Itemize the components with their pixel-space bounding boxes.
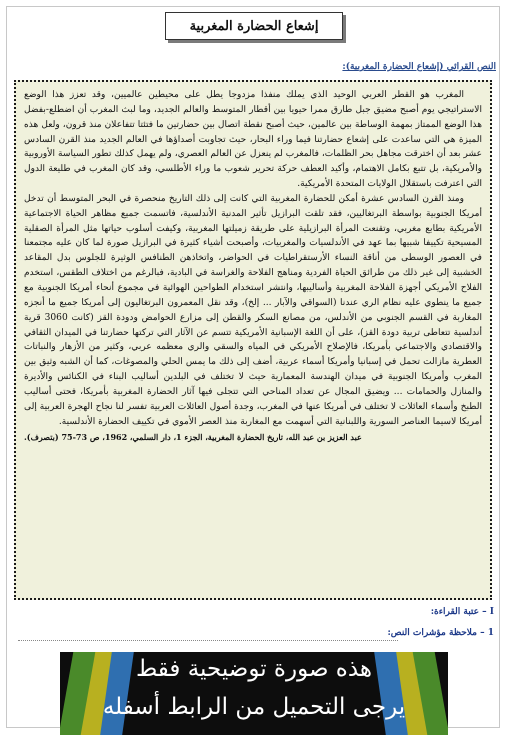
watermark-banner: [60, 652, 448, 735]
source-citation: عبد العزيز بن عبد الله، تاريخ الحضارة المغربية، الجزء 1، دار السلمي، 1962، ص 73-75 (بتصرف).: [24, 432, 362, 443]
banner-line-2: يرجى التحميل من الرابط أسفله: [102, 694, 406, 720]
section-text-indicators: 1 – ملاحظة مؤشرات النص:: [387, 628, 494, 638]
page-title-text: إشعاع الحضارة المغربية: [189, 18, 319, 34]
page-title: [165, 12, 343, 40]
answer-dotted-line: [18, 640, 398, 641]
paragraph-2: ومنذ القرن السادس عشرة أمكن للحضارة المغربية التي كانت إلى ذلك التاريخ منحصرة في البحر المتوسط أن تدخل أمريكا الجنوبية بواسطة البرتغاليين، فقد تلقت البرازيل تأثير المدنية الأندلسية، فاتسمت جميع مظاهر الحياة الاجتماعية الأمريكية بطابع مغربي، وتقنعت المرأة البرازيلية على طريقة زميلتها المغربية، وكيفت أسلوب حياتها مثل المرأة الصقلية المسيحية تكييفا شبيها بما عهد في الأندلسيات والمغربيات، وأصبحت أشياء كثيرة في البرازيل صورة لما كان عليه مجتمعنا في العصور الوسطى من أناقة النساء الأرستقراطيات في الحواضر، واتخاذهن الطنافس الوثيرة للجلوس بدل المقاعد الخشبية إلى غير ذلك من طرائق الحياة الفردية ومناهج الفلاحة والغراسة في البادية، فبالرغم من اختلاف الطقس، استخدم الفلاح الأمريكي أجهزة الفلاحة المغربية وأساليبها، وانتشر استخدام الطواحين الهوائية في مجموع أنحاء أمريكا الجنوبية مع جميع ما ينطوي عليه نظام الري عندنا (السواقي والآبار ... إلخ)، وقد نقل المعمرون البرتغاليون إلى أمريكا جميع ما أنجزه المغاربة في القسم الجنوبي من الأندلس، من مصانع السكر والقطن إلى مزارع الحوامض ودودة القز (كانت 3060 قرية أندلسية تتعاطى تربية دودة القز)، على أن اللغة الإسبانية الأمريكية تتسم عن الآثار التي تركتها حضارتنا في الميدان الثقافي والاقتصادي والاجتماعي بأمريكا، فالإصلاح الأمريكي في المياه والسقي والري معظمه عربي، وكثير من الأزهار والنباتات العطرية مازالت تحمل في إسبانيا وأمريكا أسماء عربية، أضف إلى ذلك ما يمس الحلي والمصوغات، كما أن الشبه وثيق بين المغرب وأمريكا الجنوبية في ميدان الهندسة المعمارية حيث لا تختلف في البلدين أساليب البناء في الكنائس والأديرة والمنازل والحمامات ... ويضيق المجال عن تعداد المناحي التي تتجلى فيها آثار الحضارة المغربية بأمريكا، فحتى أساليب الطبخ وأسماء العائلات لا تختلف في أمريكا عنها في المغرب، وجدة أصول العائلات العربية تفسر لنا نجاح الهجرة العربية إلى أمريكا لاسيما العناصر السورية واللبنانية التي أسهمت مع المغاربة منذ العصر الأموي في تكييف الحضارة الأندلسية.: [24, 193, 483, 427]
section-reading-threshold: I – عتبة القراءة:: [430, 607, 494, 617]
reading-text-box: [14, 80, 492, 600]
paragraph-1: المغرب هو القطر العربي الوحيد الذي يملك منفذا مزدوجا يطل على محيطين عالميين، وقد تعزز هذا الوضع الاستراتيجي يوم أصبح مضيق جبل طارق ممرا حيويا بين أقطار المتوسط والعالم الجديد، وما لبث المغرب أن اضطلع-بفضل هذا الوضع الممتاز بمهمة الوساطة بين عالمين، حيث أصبح نقطة اتصال بين حضارتين ما فتئتا تتفاعلان منذ قرون، ولعل هذه الميزة هي التي ساعدت على إشعاع حضارتنا فيما وراء البحار، حيث تجاوبت أصداؤها في العالم الجديد منذ القرن السادس عشر بعد أن اخترقت مجاهل بحر الظلمات، فالمغرب لم ينعزل عن العالم العصري، ولم يهمل كذلك تطور السياسة الأوروبية والأمريكية، بل تتبع بكامل الاهتمام، وأكيد العطف حركة تحرير شعوب ما وراء الأطلسي، وقد كان المغرب في طليعة الدول التي اعترفت باستقلال الولايات المتحدة الأمريكية.: [24, 90, 482, 190]
text-subtitle: النص القرائي (إشعاع الحضارة المغربية):: [342, 62, 496, 72]
banner-line-1: هذه صورة توضيحية فقط: [135, 656, 373, 682]
